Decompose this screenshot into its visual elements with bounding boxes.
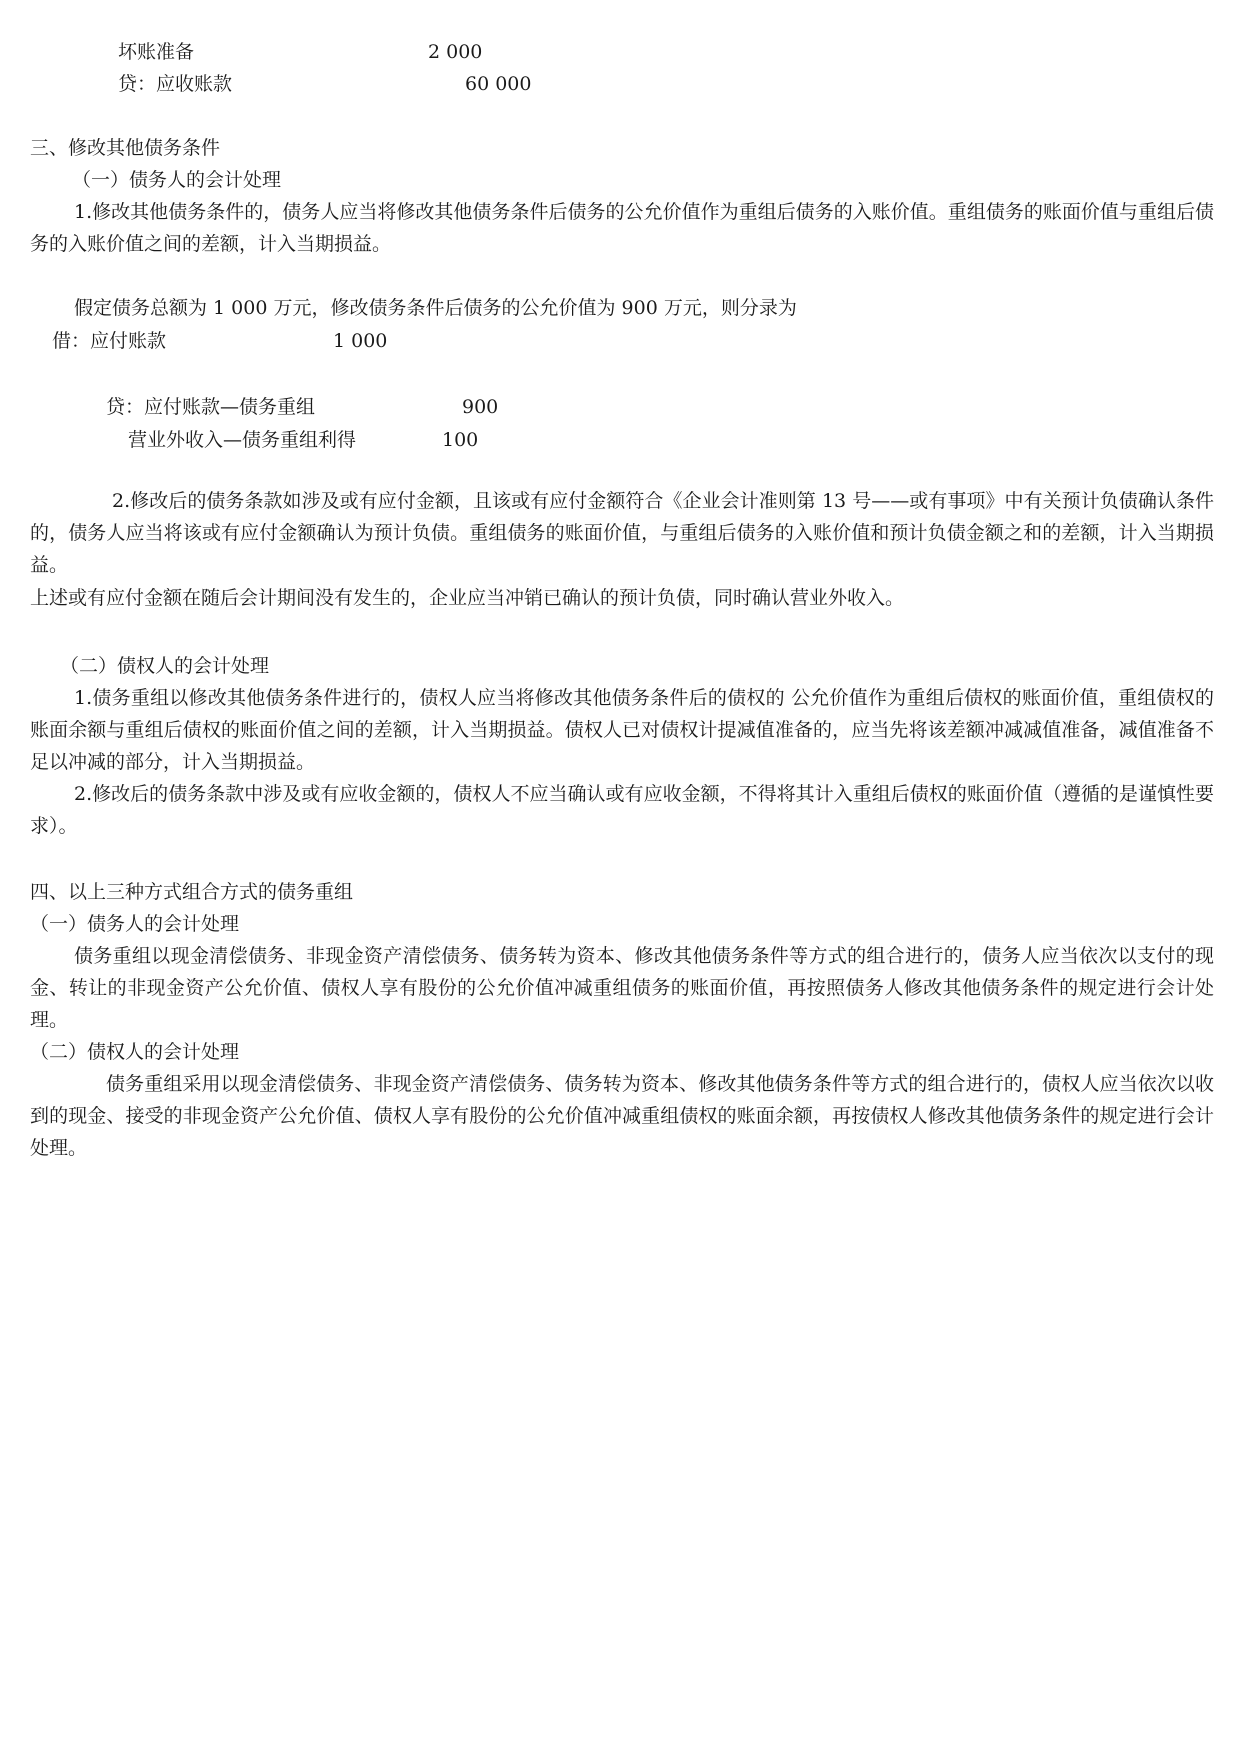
paragraph: 上述或有应付金额在随后会计期间没有发生的，企业应当冲销已确认的预计负债，同时确认营业外收入。: [30, 587, 905, 609]
example-credit2-amount: 100: [442, 429, 479, 451]
subsection-heading: （二）债权人的会计处理: [30, 1041, 240, 1063]
example-credit2-label: 营业外收入—债务重组利得: [128, 429, 357, 451]
example-credit1-amount: 900: [462, 396, 499, 418]
example-text: 假定债务总额为 1 000 万元，修改债务条件后债务的公允价值为 900 万元，则分录为: [74, 297, 797, 319]
entry-debit-amount: 2 000: [428, 41, 483, 63]
example-debit-label: 借：应付账款: [52, 330, 167, 352]
entry-debit-label: 坏账准备: [118, 41, 195, 63]
paragraph: 1.债务重组以修改其他债务条件进行的，债权人应当将修改其他债务条件后的债权的 公允价值作为重组后债权的账面价值，重组债权的账面余额与重组后债权的账面价值之间的差额，计入当期损益。债权人已对债权计提减值准备的，应当先将该差额冲减减值准备，减值准备不足以冲减的部分，计入当期损益。: [30, 687, 1214, 773]
example-credit1-label: 贷：应付账款—债务重组: [106, 396, 316, 418]
paragraph: 债务重组以现金清偿债务、非现金资产清偿债务、债务转为资本、修改其他债务条件等方式的组合进行的，债务人应当依次以支付的现金、转让的非现金资产公允价值、债权人享有股份的公允价值冲减重组债务的账面价值，再按照债务人修改其他债务条件的规定进行会计处理。: [30, 945, 1214, 1031]
entry-credit-label: 贷：应收账款: [118, 73, 233, 95]
paragraph: 2.修改后的债务条款中涉及或有应收金额的，债权人不应当确认或有应收金额，不得将其计入重组后债权的账面价值（遵循的是谨慎性要求）。: [30, 783, 1214, 837]
section-heading: 四、以上三种方式组合方式的债务重组: [30, 881, 354, 903]
paragraph: 债务重组采用以现金清偿债务、非现金资产清偿债务、债务转为资本、修改其他债务条件等方式的组合进行的，债权人应当依次以收到的现金、接受的非现金资产公允价值、债权人享有股份的公允价值冲减重组债权的账面余额，再按债权人修改其他债务条件的规定进行会计处理。: [30, 1073, 1214, 1159]
example-debit-amount: 1 000: [333, 330, 388, 352]
subsection-heading: （一）债务人的会计处理: [30, 913, 240, 935]
subsection-heading: （一）债务人的会计处理: [72, 169, 282, 191]
section-heading: 三、修改其他债务条件: [30, 137, 221, 159]
paragraph: 2.修改后的债务条款如涉及或有应付金额，且该或有应付金额符合《企业会计准则第 13 号——或有事项》中有关预计负债确认条件的，债务人应当将该或有应付金额确认为预计负债。重组债务的账面价值，与重组后债务的入账价值和预计负债金额之和的差额，计入当期损益。: [30, 490, 1214, 576]
subsection-heading: （二）债权人的会计处理: [60, 655, 270, 677]
entry-credit-amount: 60 000: [465, 73, 532, 95]
paragraph: 1.修改其他债务条件的，债务人应当将修改其他债务条件后债务的公允价值作为重组后债务的入账价值。重组债务的账面价值与重组后债务的入账价值之间的差额，计入当期损益。: [30, 201, 1214, 255]
